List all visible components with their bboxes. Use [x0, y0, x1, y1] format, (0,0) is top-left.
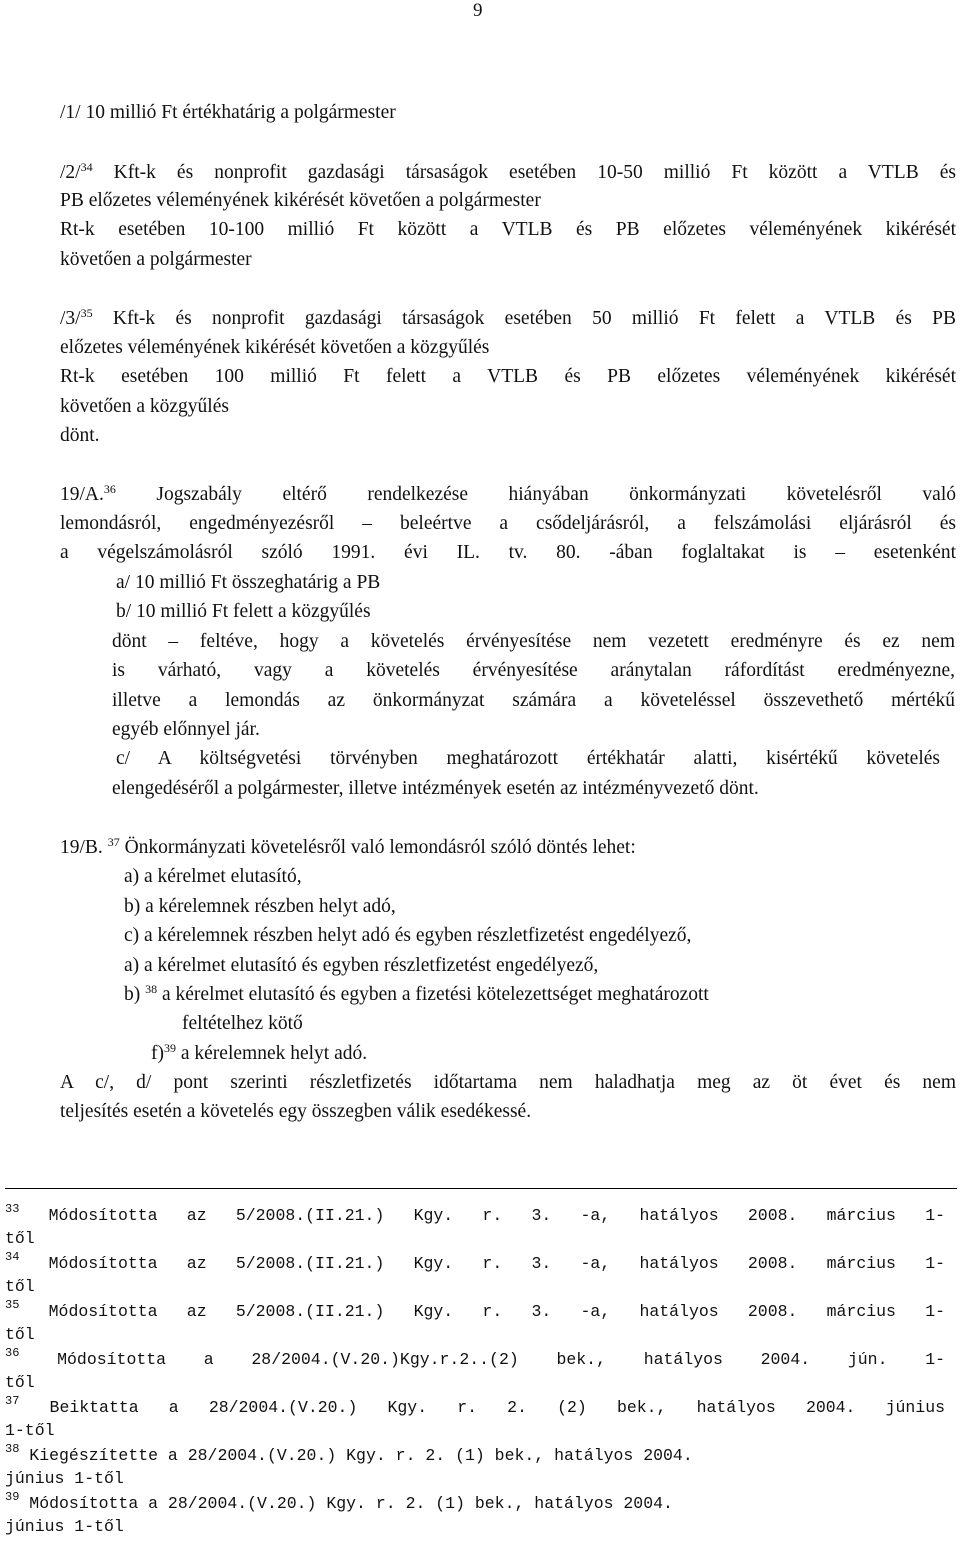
footnote-35-cont: től: [5, 1325, 35, 1344]
section-19b-tail-line-2: teljesítés esetén a követelés egy összegben válik esedékessé.: [60, 1101, 532, 1122]
paragraph-2-line-4: követően a polgármester: [60, 249, 252, 270]
section-19a-line-8: illetve a lemondás az önkormányzat számára a követeléssel összevethető mértékű: [112, 690, 955, 711]
footnote-35: $^{35}$ Módosította az 5/2008.(II.21.) Kgy. r. 3. -a, hatályos 2008. március 1-: [5, 1298, 945, 1321]
footnote-separator: [5, 1188, 957, 1189]
paragraph-3-line-5: dönt.: [60, 425, 100, 446]
paragraph-3-line-4: követően a közgyűlés: [60, 396, 229, 417]
section-19a-line-7: is várható, vagy a követelés érvényesítése aránytalan ráfordítást eredményezne,: [112, 660, 955, 681]
footnote-34-cont: től: [5, 1277, 35, 1296]
footnote-ref-36[interactable]: 36: [103, 482, 116, 496]
section-19a-line-11: elengedéséről a polgármester, illetve intézmények esetén az intézményvezető dönt.: [112, 778, 759, 799]
footnote-37-cont: 1-től: [5, 1421, 55, 1440]
section-19b-option-a: a) a kérelmet elutasító,: [124, 866, 302, 887]
paragraph-3-line-2: előzetes véleményének kikérését követően a közgyűlés: [60, 337, 490, 358]
section-19b-line-1: 19/B. $^{37}$ Önkormányzati követelésről való lemondásról szóló döntés lehet:: [60, 835, 636, 858]
section-19b-option-b2-cont: feltételhez kötő: [182, 1013, 303, 1034]
paragraph-2-line-1: /2/$^{34}$ Kft-k és nonprofit gazdasági társaságok esetében 10-50 millió Ft között a VTLB és: [60, 160, 956, 183]
footnote-36: $^{36}$ Módosította a 28/2004.(V.20.)Kgy.r.2..(2) bek., hatályos 2004. jún. 1-: [5, 1346, 945, 1369]
footnote-ref-38[interactable]: 38: [145, 982, 158, 996]
footnote-33-cont: től: [5, 1229, 35, 1248]
footnote-36-cont: től: [5, 1373, 35, 1392]
footnote-38: $^{38}$ Kiegészítette a 28/2004.(V.20.) Kgy. r. 2. (1) bek., hatályos 2004.: [5, 1442, 693, 1465]
paragraph-2-line-2: PB előzetes véleményének kikérését követően a polgármester: [60, 190, 541, 211]
section-19b-tail-line-1: A c/, d/ pont szerinti részletfizetés időtartama nem haladhatja meg az öt évet és nem: [60, 1072, 956, 1093]
section-19a-line-3: a végelszámolásról szóló 1991. évi IL. tv. 80. -ában foglaltakat is – esetenként: [60, 542, 956, 563]
section-19b-option-f: f)$^{39}$ a kérelemnek helyt adó.: [151, 1041, 368, 1064]
section-19a-item-b: b/ 10 millió Ft felett a közgyűlés: [116, 601, 371, 622]
section-19b-option-c: c) a kérelemnek részben helyt adó és egyben részletfizetést engedélyező,: [124, 925, 692, 946]
footnote-ref-39[interactable]: 39: [164, 1041, 176, 1055]
section-19b-option-b: b) a kérelemnek részben helyt adó,: [124, 896, 396, 917]
footnote-37: $^{37}$ Beiktatta a 28/2004.(V.20.) Kgy. r. 2. (2) bek., hatályos 2004. június: [5, 1394, 945, 1417]
footnote-38-cont: június 1-től: [5, 1469, 124, 1488]
paragraph-1: /1/ 10 millió Ft értékhatárig a polgármester: [60, 102, 396, 123]
footnote-39: $^{39}$ Módosította a 28/2004.(V.20.) Kgy. r. 2. (1) bek., hatályos 2004.: [5, 1490, 673, 1513]
section-19a-line-1: 19/A.$^{36}$ Jogszabály eltérő rendelkezése hiányában önkormányzati követelésről való: [60, 482, 956, 505]
footnote-ref-35[interactable]: 35: [80, 306, 93, 320]
section-19a-line-2: lemondásról, engedményezésről – beleértve a csődeljárásról, a felszámolási eljárásról és: [60, 513, 956, 534]
section-19a-item-a: a/ 10 millió Ft összeghatárig a PB: [116, 572, 381, 593]
footnote-ref-34[interactable]: 34: [80, 160, 93, 174]
section-19a-line-9: egyéb előnnyel jár.: [112, 719, 260, 740]
footnote-34: $^{34}$ Módosította az 5/2008.(II.21.) Kgy. r. 3. -a, hatályos 2008. március 1-: [5, 1250, 945, 1273]
section-19b-option-a2: a) a kérelmet elutasító és egyben részletfizetést engedélyező,: [124, 955, 599, 976]
section-19a-line-6: dönt – feltéve, hogy a követelés érvényesítése nem vezetett eredményre és ez nem: [112, 631, 955, 652]
page-number: 9: [473, 0, 483, 21]
paragraph-2-line-3: Rt-k esetében 10-100 millió Ft között a VTLB és PB előzetes véleményének kikérését: [60, 219, 956, 240]
paragraph-3-line-1: /3/$^{35}$ Kft-k és nonprofit gazdasági társaságok esetében 50 millió Ft felett a VTLB és PB: [60, 306, 956, 329]
footnote-39-cont: június 1-től: [5, 1517, 124, 1536]
footnote-ref-37[interactable]: 37: [107, 835, 120, 849]
footnote-33: $^{33}$ Módosította az 5/2008.(II.21.) Kgy. r. 3. -a, hatályos 2008. március 1-: [5, 1202, 945, 1225]
section-19a-item-c: c/ A költségvetési törvényben meghatározott értékhatár alatti, kisértékű követelés: [116, 748, 940, 769]
paragraph-3-line-3: Rt-k esetében 100 millió Ft felett a VTLB és PB előzetes véleményének kikérését: [60, 366, 956, 387]
section-19b-option-b2: b) $^{38}$ a kérelmet elutasító és egyben a fizetési kötelezettséget meghatározott: [124, 982, 709, 1005]
